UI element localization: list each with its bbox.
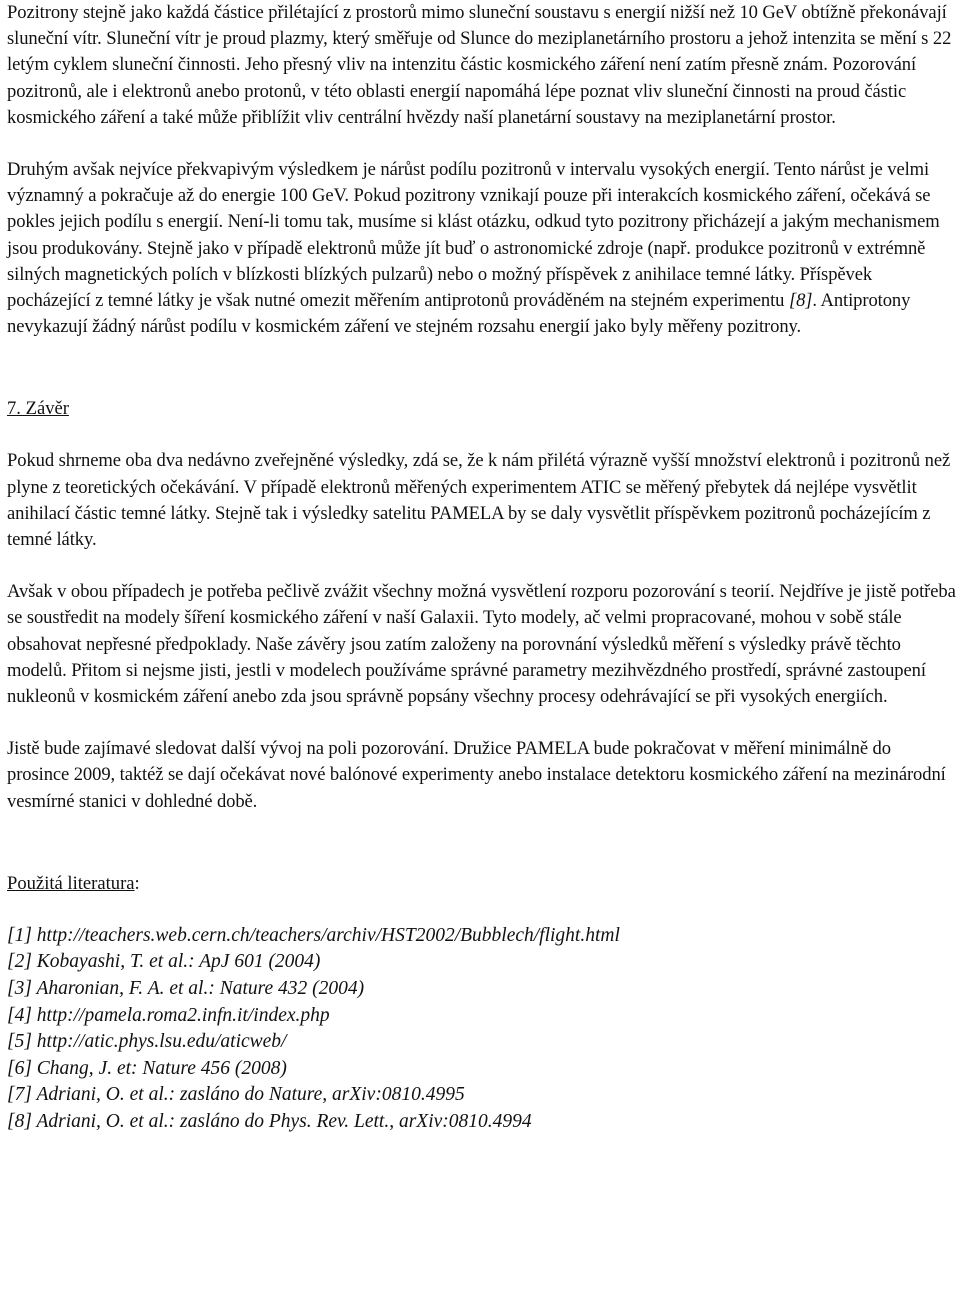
paragraph-gap [7, 553, 957, 579]
references-heading [7, 871, 957, 897]
reference-item-6: [6] Chang, J. et: Nature 456 (2008) [7, 1057, 287, 1079]
paragraph-gap [7, 422, 957, 448]
paragraph-positron-rise-end: . Antiprotony nevykazují žádný nárůst podílu v kosmickém záření ve stejném rozsahu energií jako byly měřeny pozitrony. [7, 290, 911, 338]
paragraph-positron-rise-text: Druhým avšak nejvíce překvapivým výsledkem je nárůst podílu pozitronů v intervalu vysokých energií. Tento nárůst je velmi významný a pokračuje až do energie 100 GeV. Pokud pozitrony vznikají pouze při interakcích kosmického záření, očekává se pokles jejich podílu s energií. Není-li tomu tak, musíme si klást otázku, odkud tyto pozitrony přicházejí a jakým mechanismem jsou produkovány. Stejně jako v případě elektronů může jít buď o astronomické zdroje (např. produkce pozitronů v extrémně silných magnetických polích v blízkosti blízkých pulzarů) nebo o možný příspěvek z anihilace temné látky. Příspěvek pocházející z temné látky je však nutné omezit měřením antiprotonů prováděném na stejném experimentu [7, 159, 940, 312]
paragraph-gap [7, 897, 957, 923]
references-heading-text: Použitá literatura [7, 872, 135, 894]
paragraph-gap [7, 131, 957, 157]
paragraph-solar-wind: Pozitrony stejně jako každá částice přilétající z prostorů mimo sluneční soustavu s energií nižší než 10 GeV obtížně překonávají sluneční vítr. Sluneční vítr je proud plazmy, který směřuje od Slunce do meziplanetárního prostoru a jehož intenzita se mění s 22 letým cyklem sluneční činnosti. Jeho přesný vliv na intenzitu částic kosmického záření není zatím přesně znám. Pozorování pozitronů, ale i elektronů anebo protonů, v této oblasti energií napomáhá lépe poznat vliv sluneční činnosti na proud částic kosmického záření a také může přiblížit vliv centrální hvězdy naší planetární soustavy na meziplanetární prostor. [7, 2, 952, 128]
section-heading-conclusion [7, 396, 957, 422]
section-heading-conclusion-text: 7. Závěr [7, 398, 69, 420]
references-heading-colon: : [134, 872, 140, 894]
reference-item-5[interactable]: [5] http://atic.phys.lsu.edu/aticweb/ [7, 1031, 287, 1053]
reference-item-7: [7] Adriani, O. et al.: zasláno do Nature, arXiv:0810.4995 [7, 1084, 465, 1106]
paragraph-outlook: Jistě bude zajímavé sledovat další vývoj na poli pozorování. Družice PAMELA bude pokračovat v měření minimálně do prosince 2009, taktéž se dají očekávat nové balónové experimenty anebo instalace detektoru kosmického záření na mezinárodní vesmírné stanici v dohledné době. [7, 738, 946, 812]
paragraph-gap [7, 710, 957, 736]
paragraph-positron-rise [7, 157, 957, 340]
paragraph-summary: Pokud shrneme oba dva nedávno zveřejněné výsledky, zdá se, že k nám přilétá výrazně vyšší množství elektronů i pozitronů než plyne z teoretických očekávání. V případě elektronů měřených experimentem ATIC se měřený přebytek dá nejlépe vysvětlit anihilací částic temné látky. Stejně tak i výsledky satelitu PAMELA by se daly vysvětlit příspěvkem pozitronů pocházejícím z temné látky. [7, 450, 951, 551]
paragraph-caveats: Avšak v obou případech je potřeba pečlivě zvážit všechny možná vysvětlení rozporu pozorování s teorií. Nejdříve je jistě potřeba se soustředit na modely šíření kosmického záření v naší Galaxii. Tyto modely, ač velmi propracované, mohou v sobě stále obsahovat nepřesné předpoklady. Naše závěry jsou zatím založeny na porovnání výsledků měření s výsledky právě těchto modelů. Přitom si nejsme jisti, jestli v modelech používáme správné parametry mezihvězdného prostředí, správné zastoupení nukleonů v kosmickém záření anebo zda jsou správně popsány všechny procesy odehrávající se při vysokých energiích. [7, 581, 956, 708]
section-gap [7, 340, 957, 396]
reference-item-1[interactable]: [1] http://teachers.web.cern.ch/teachers/archiv/HST2002/Bubblech/flight.html [7, 924, 620, 946]
section-gap [7, 815, 957, 871]
reference-item-3: [3] Aharonian, F. A. et al.: Nature 432 (2004) [7, 978, 365, 1000]
document-page [7, 0, 957, 1136]
reference-item-4[interactable]: [4] http://pamela.roma2.infn.it/index.php [7, 1004, 330, 1026]
reference-item-8: [8] Adriani, O. et al.: zasláno do Phys. Rev. Lett., arXiv:0810.4994 [7, 1111, 532, 1133]
citation-link-8[interactable]: [8] [788, 290, 813, 312]
reference-list [7, 923, 957, 1136]
reference-item-2: [2] Kobayashi, T. et al.: ApJ 601 (2004) [7, 951, 321, 973]
